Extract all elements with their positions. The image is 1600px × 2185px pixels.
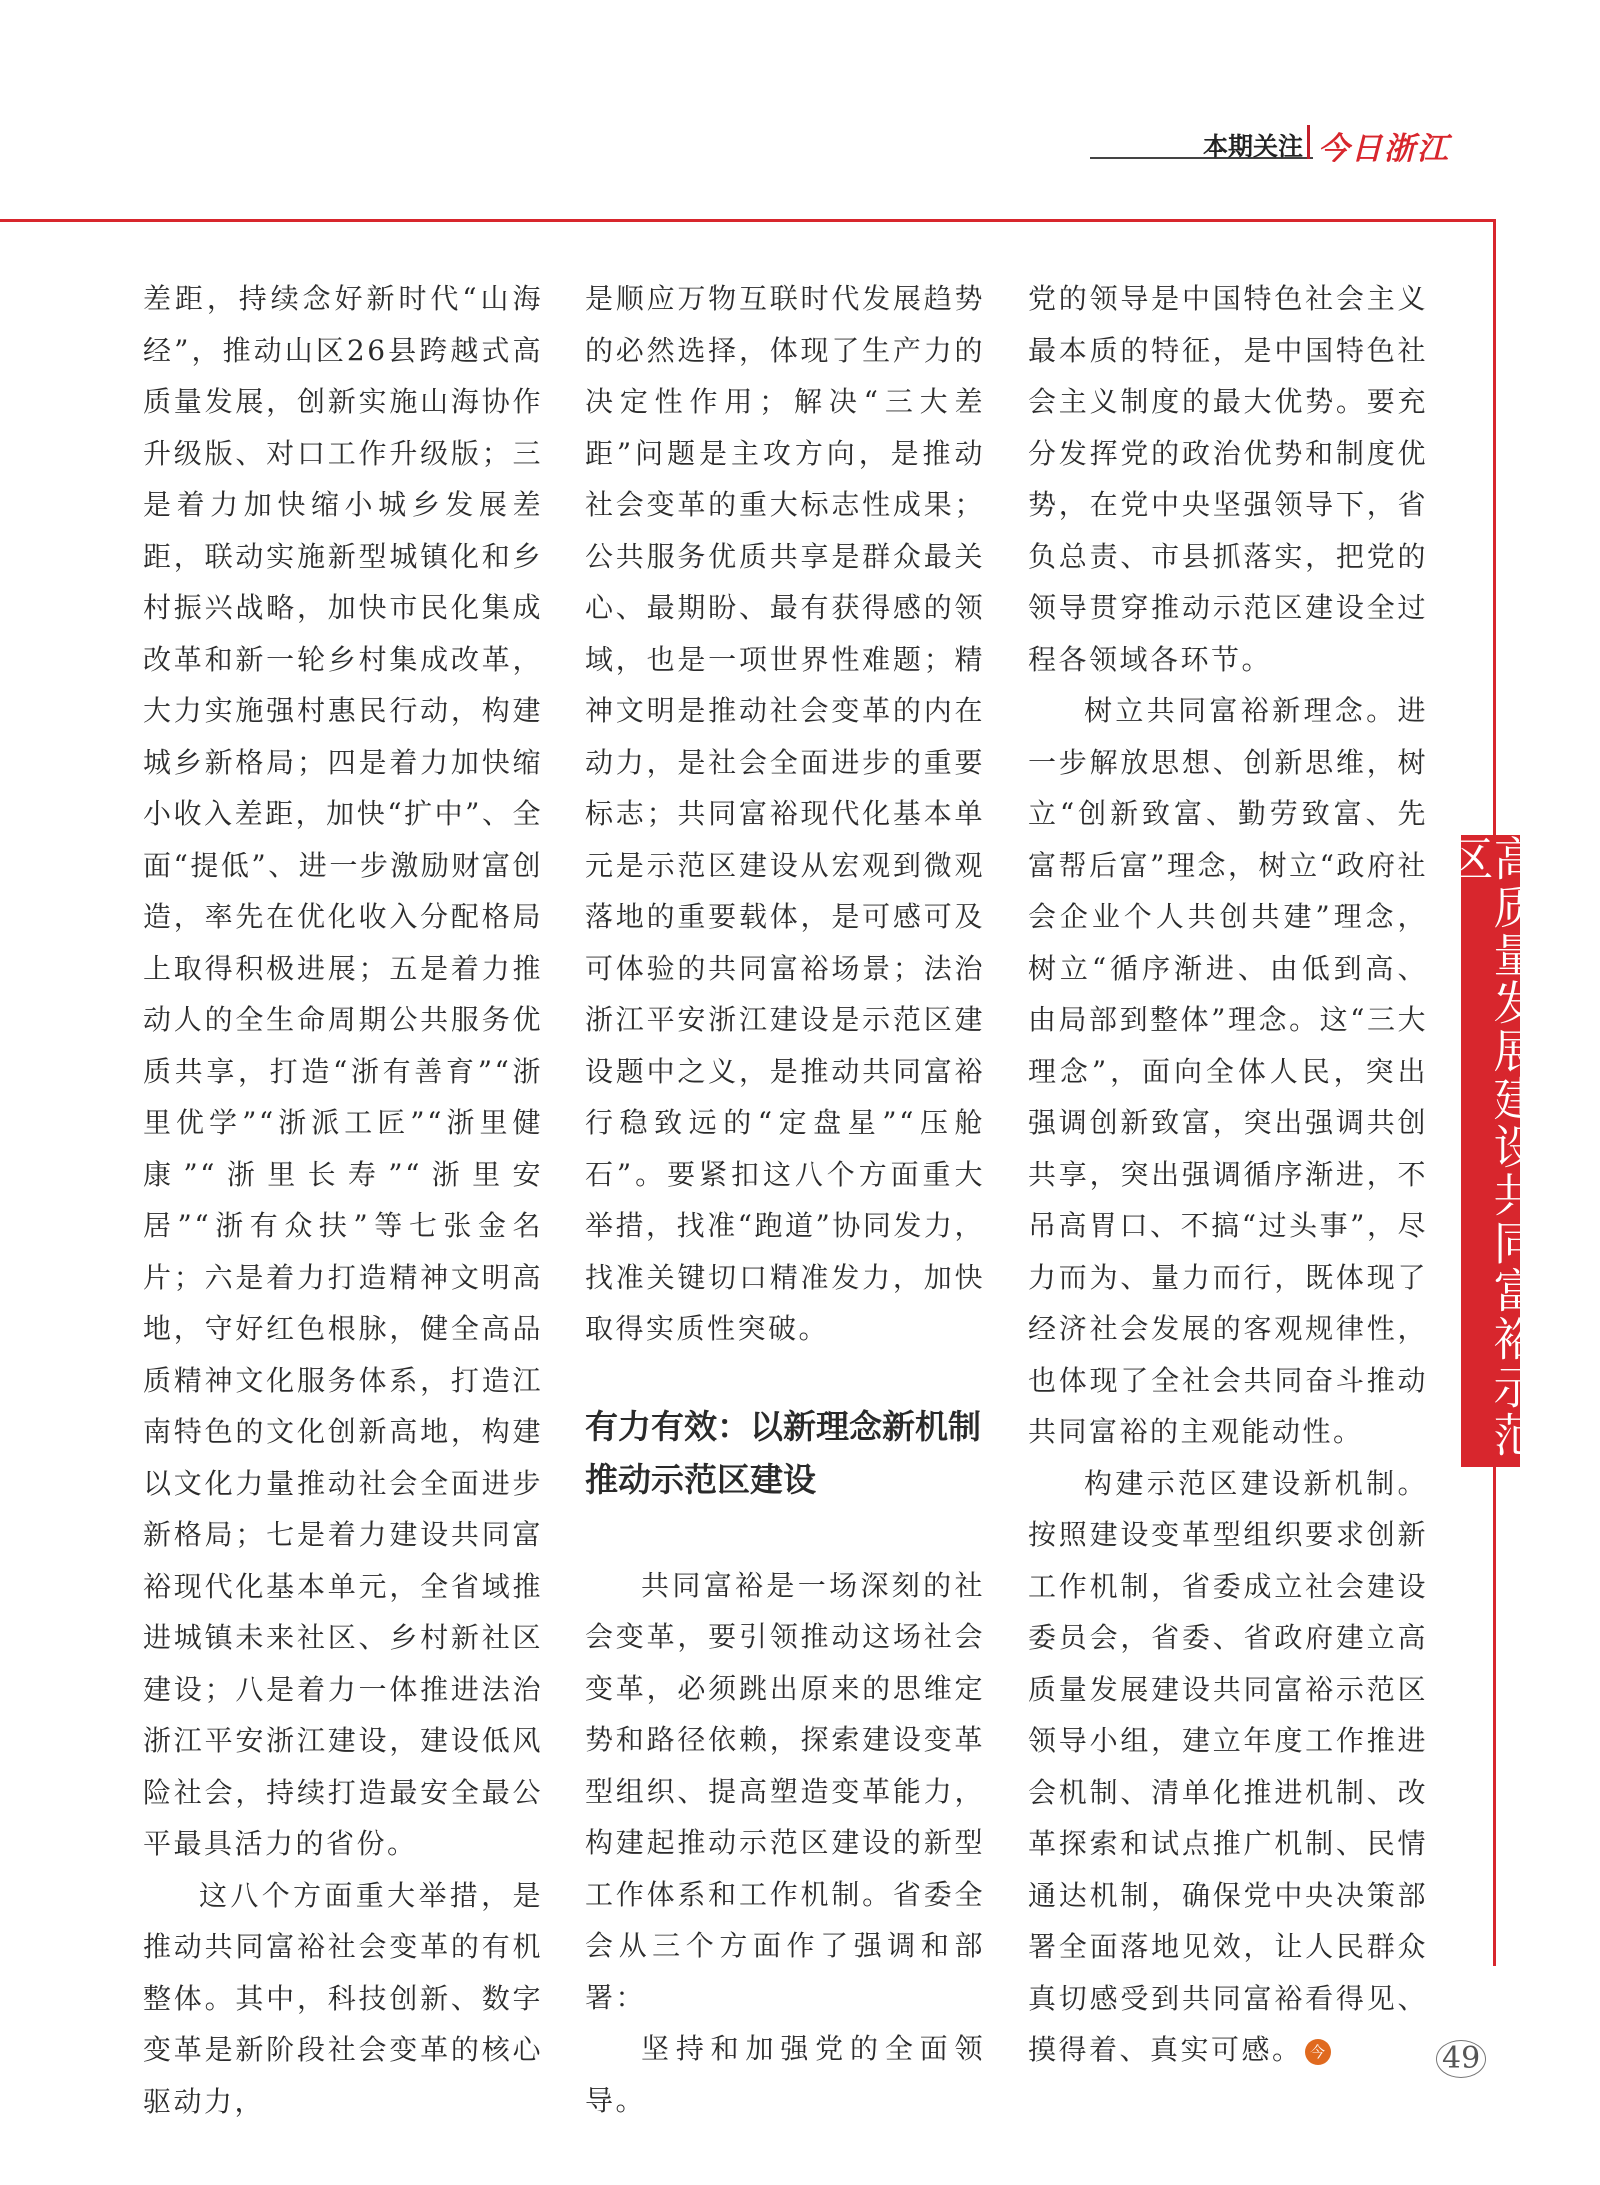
end-mark-icon: 今 bbox=[1305, 2039, 1331, 2065]
article-column-3 bbox=[1028, 273, 1428, 2076]
paragraph: 共同富裕是一场深刻的社会变革，要引领推动这场社会变革，必须跳出原来的思维定势和路径依赖，探索建设变革型组织、提高塑造变革能力，构建起推动示范区建设的新型工作体系和工作机制。省委全会从三个方面作了强调和部署： bbox=[585, 1568, 985, 2014]
article-column-2 bbox=[585, 273, 985, 2126]
paragraph: 坚持和加强党的全面领导。 bbox=[585, 2032, 985, 2117]
paragraph: 党的领导是中国特色社会主义最本质的特征，是中国特色社会主义制度的最大优势。要充分发挥党的政治优势和制度优势，在党中央坚强领导下，省负总责、市县抓落实，把党的领导贯穿推动示范区建设全过程各领域各环节。 bbox=[1028, 282, 1428, 676]
top-red-line bbox=[0, 219, 1496, 222]
paragraph-text: 构建示范区建设新机制。按照建设变革型组织要求创新工作机制，省委成立社会建设委员会，省委、省政府建立高质量发展建设共同富裕示范区领导小组，建立年度工作推进会机制、清单化推进机制、改革探索和试点推广机制、民情通达机制，确保党中央决策部署全面落地见效，让人民群众真切感受到共同富裕看得见、摸得着、真实可感。 bbox=[1028, 1466, 1428, 2066]
paragraph: 树立共同富裕新理念。进一步解放思想、创新思维，树立“创新致富、勤劳致富、先富帮后富”理念，树立“政府社会企业个人共创共建”理念，树立“循序渐进、由低到高、由局部到整体”理念。这“三大理念”，面向全体人民，突出强调创新致富，突出强调共创共享，突出强调循序渐进，不吊高胃口、不搞“过头事”，尽力而为、量力而行，既体现了经济社会发展的客观规律性，也体现了全社会共同奋斗推动共同富裕的主观能动性。 bbox=[1028, 694, 1428, 1448]
article-column-1 bbox=[143, 273, 543, 2127]
side-title: 高质量发展建设共同富裕示范区 bbox=[1440, 835, 1541, 1459]
section-label: 本期关注 bbox=[1203, 132, 1304, 161]
side-title-tab bbox=[1440, 835, 1541, 1467]
paragraph: 是顺应万物互联时代发展趋势的必然选择，体现了生产力的决定性作用；解决“三大差距”问题是主攻方向，是推动社会变革的重大标志性成果；公共服务优质共享是群众最关心、最期盼、最有获得感的领域，也是一项世界性难题；精神文明是推动社会变革的内在动力，是社会全面进步的重要标志；共同富裕现代化基本单元是示范区建设从宏观到微观落地的重要载体，是可感可及可体验的共同富裕场景；法治浙江平安浙江建设是示范区建设题中之义，是推动共同富裕行稳致远的“定盘星”“压舱石”。要紧扣这八个方面重大举措，找准“跑道”协同发力，找准关键切口精准发力，加快取得实质性突破。 bbox=[585, 282, 985, 1345]
page-number: 49 bbox=[1436, 2040, 1486, 2078]
paragraph bbox=[1028, 1458, 1428, 2076]
brand-logo: 今日浙江 bbox=[1318, 131, 1450, 167]
header-divider bbox=[1307, 125, 1310, 159]
paragraph: 差距，持续念好新时代“山海经”，推动山区26县跨越式高质量发展，创新实施山海协作升级版、对口工作升级版；三是着力加快缩小城乡发展差距，联动实施新型城镇化和乡村振兴战略，加快市民化集成改革和新一轮乡村集成改革，大力实施强村惠民行动，构建城乡新格局；四是着力加快缩小收入差距，加快“扩中”、全面“提低”、进一步激励财富创造，率先在优化收入分配格局上取得积极进展；五是着力推动人的全生命周期公共服务优质共享，打造“浙有善育”“浙里优学”“浙派工匠”“浙里健康”“浙里长寿”“浙里安居”“浙有众扶”等七张金名片；六是着力打造精神文明高地，守好红色根脉，健全高品质精神文化服务体系，打造江南特色的文化创新高地，构建以文化力量推动社会全面进步新格局；七是着力建设共同富裕现代化基本单元，全省域推进城镇未来社区、乡村新社区建设；八是着力一体推进法治浙江平安浙江建设，建设低风险社会，持续打造最安全最公平最具活力的省份。 bbox=[143, 282, 543, 1860]
section-subheading: 有力有效：以新理念新机制推动示范区建设 bbox=[585, 1406, 981, 1499]
paragraph: 这八个方面重大举措，是推动共同富裕社会变革的有机整体。其中，科技创新、数字变革是新阶段社会变革的核心驱动力， bbox=[143, 1878, 543, 2118]
